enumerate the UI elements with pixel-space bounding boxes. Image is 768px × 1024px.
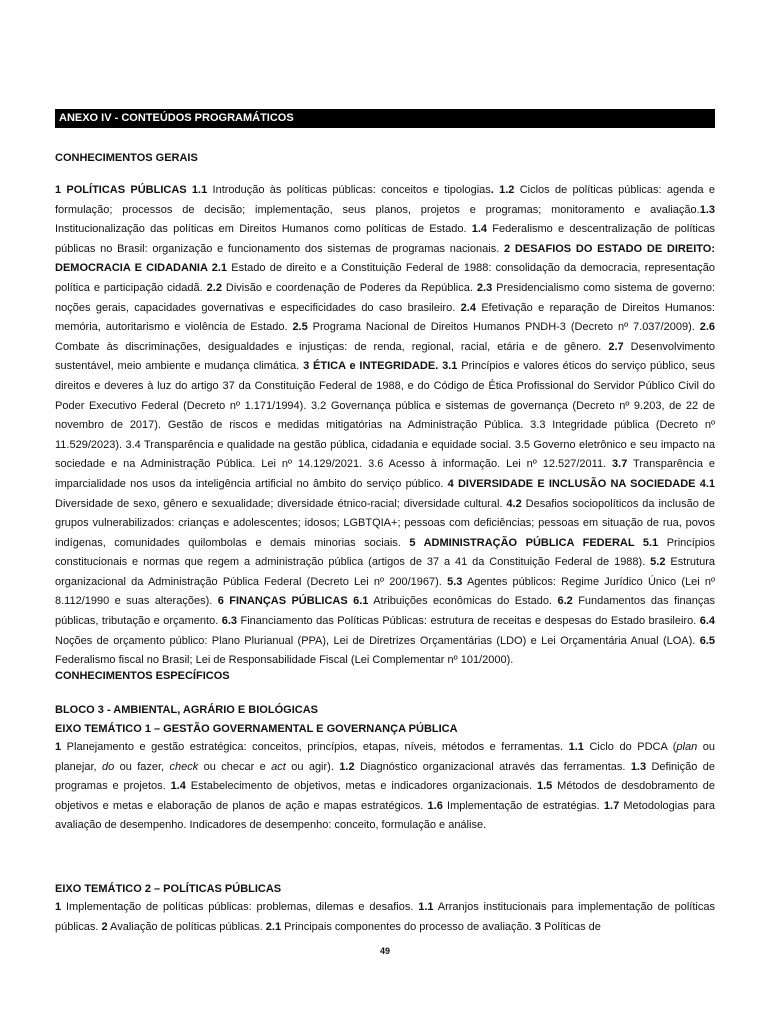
text-run: Planejamento e gestão estratégica: conceitos, princípios, etapas, níveis, métodos e ferramentas.	[61, 741, 569, 753]
text-run: Transparência e imparcialidade nos usos da inteligência artificial no âmbito do serviço público.	[55, 458, 715, 490]
italic-run: plan	[676, 741, 698, 753]
bold-run: 5 ADMINISTRAÇÃO PÚBLICA FEDERAL 5.1	[409, 536, 659, 549]
text-run: Desafios sociopolíticos da inclusão de grupos vulnerabilizados: crianças e adolescentes; idosos; LGBTQIA+; pessoas com deficiências; pessoas em situação de rua, povos indígenas, comunidades quilombolas e demais minorias sociais.	[55, 497, 715, 549]
bold-run: 4 DIVERSIDADE E INCLUSÃO NA SOCIEDADE 4.1	[447, 477, 715, 490]
text-run: Ciclo do PDCA (	[583, 741, 677, 753]
bold-run: 6.4	[699, 615, 715, 628]
bold-run: 1.1	[568, 741, 584, 753]
block-title: BLOCO 3 - AMBIENTAL, AGRÁRIO E BIOLÓGICAS	[55, 704, 318, 716]
italic-run: act	[271, 760, 286, 773]
bold-run: 1.4	[471, 223, 488, 236]
text-run: ou fazer,	[114, 760, 170, 773]
bold-run: 6.3	[221, 615, 238, 628]
italic-run: do	[101, 760, 115, 773]
bold-run: 1.6	[427, 799, 443, 812]
bold-run: 1.3	[630, 760, 647, 773]
text-run: Princípios constitucionais e normas que regem a administração pública (artigos de 37 a 41 da Constituição Federal de 1988).	[55, 536, 715, 569]
axis-2-paragraph	[55, 898, 715, 937]
bold-run: 2.4	[460, 301, 476, 314]
bold-run: . 1.2	[490, 184, 515, 196]
text-run: Atribuições econômicas do Estado.	[368, 595, 558, 608]
annex-title-bar: ANEXO IV - CONTEÚDOS PROGRAMÁTICOS	[55, 109, 715, 128]
bold-run: 1.3	[699, 203, 715, 216]
general-knowledge-paragraph	[55, 181, 715, 671]
text-run: Ciclos de políticas públicas: agenda e formulação; processos de decisão; implementação, seus planos, projetos e programas; monitoramento e avaliação.	[55, 184, 716, 216]
text-run: Combate às discriminações, desigualdades e injustiças: de renda, regional, racial, etária e de gênero.	[55, 340, 609, 353]
bold-run: 6 FINANÇAS PÚBLICAS 6.1	[217, 595, 369, 608]
text-run: Estabelecimento de objetivos, metas e indicadores organizacionais.	[185, 780, 537, 793]
text-run: Estado de direito e a Constituição Federal de 1988: consolidação da democracia, representação política e participação cidadã.	[55, 262, 715, 294]
text-run: Metodologias para avaliação de desempenho. Indicadores de desempenho: conceito, formulação e análise.	[55, 799, 716, 832]
bold-run: 6.5	[699, 634, 715, 647]
bold-run: 3 ÉTICA e INTEGRIDADE. 3.1	[303, 360, 458, 373]
text-run: Noções de orçamento público: Plano Plurianual (PPA), Lei de Diretrizes Orçamentárias (LDO) e Lei Orçamentária Anual (LOA).	[55, 634, 700, 647]
text-run: Implementação de estratégias.	[442, 799, 604, 812]
bold-run: 1.4	[170, 780, 186, 793]
text-run: Implementação de políticas públicas: problemas, dilemas e desafios.	[61, 901, 419, 913]
text-run: Avaliação de políticas públicas.	[107, 920, 266, 933]
bold-run: 2	[101, 920, 108, 933]
axis-2-title: EIXO TEMÁTICO 2 – POLÍTICAS PÚBLICAS	[55, 883, 282, 895]
general-knowledge-heading: CONHECIMENTOS GERAIS	[55, 152, 198, 164]
bold-run: 1	[55, 741, 62, 753]
bold-run: 3	[534, 920, 541, 933]
text-run: Federalismo fiscal no Brasil; Lei de Responsabilidade Fiscal (Lei Complementar nº 101/2000).	[55, 654, 514, 667]
bold-run: 2.5	[292, 321, 308, 334]
text-run: Diagnóstico organizacional através das ferramentas.	[354, 760, 631, 773]
text-run: ou planejar,	[55, 741, 716, 773]
text-run: Programa Nacional de Direitos Humanos PNDH-3 (Decreto nº 7.037/2009).	[307, 321, 700, 334]
bold-run: 6.2	[557, 595, 573, 608]
text-run: Estrutura organizacional da Administração Pública Federal (Decreto Lei nº 200/1967).	[55, 556, 715, 588]
bold-run: 1.7	[603, 799, 620, 812]
text-run: Arranjos institucionais para implementação de políticas públicas.	[55, 901, 715, 933]
bold-run: 2.1	[265, 920, 282, 933]
text-run: Políticas de	[540, 920, 601, 933]
bold-run: 5.2	[650, 556, 666, 569]
text-run: Agentes públicos: Regime Jurídico Único (Lei nº 8.112/1990 e suas alterações).	[55, 575, 715, 608]
text-run: Diversidade de sexo, gênero e sexualidade; diversidade étnico-racial; diversidade cultural.	[55, 497, 507, 510]
text-run: Princípios e valores éticos do serviço público, seus direitos e deveres à luz do artigo 37 da Constituição Federal de 1988, e do Código de Ética Profissional do Servidor Público Civil do Poder Executivo Federal (Decreto nº 1.171/1994). 3.2 Governança pública e sistemas de governança (Decreto nº 9.203, de 22 de novembro de 2017). Gestão de riscos e medidas mitigatórias na Administração Pública. 3.3 Integridade pública (Decreto nº 11.529/2023). 3.4 Transparência e qualidade na gestão pública, cidadania e equidade social. 3.5 Governo eletrônico e seu impacto na sociedade e na Administração Pública. Lei nº 14.129/2021. 3.6 Acesso à informação. Lei nº 12.527/2011.	[55, 360, 716, 471]
specific-knowledge-heading: CONHECIMENTOS ESPECÍFICOS	[55, 670, 230, 682]
text-run: Divisão e coordenação de Poderes da República.	[221, 281, 477, 294]
text-run: Federalismo e descentralização de políticas públicas no Brasil: organização e funcionamento dos sistemas de programas nacionais.	[55, 223, 715, 255]
bold-run: 2.7	[608, 340, 624, 353]
text-run: Introdução às políticas públicas: conceitos e tipologias	[207, 184, 491, 196]
bold-run: 2 DESAFIOS DO ESTADO DE DIREITO: DEMOCRACIA E CIDADANIA 2.1	[55, 242, 715, 275]
text-run: Desenvolvimento sustentável, meio ambiente e mudança climática.	[55, 340, 715, 373]
text-run: Principais componentes do processo de avaliação.	[281, 920, 535, 933]
bold-run: 5.3	[447, 575, 463, 588]
bold-run: 2.3	[476, 281, 493, 294]
bold-run: 1.2	[339, 760, 355, 773]
axis-1-title: EIXO TEMÁTICO 1 – GESTÃO GOVERNAMENTAL E GOVERNANÇA PÚBLICA	[55, 723, 458, 735]
bold-run: 1.5	[536, 780, 553, 793]
text-run: Definição de programas e projetos.	[55, 760, 715, 793]
text-run: Efetivação e reparação de Direitos Humanos: memória, autoritarismo e violência de Estado.	[55, 301, 715, 334]
bold-run: 1.1	[418, 901, 434, 913]
text-run: Métodos de desdobramento de objetivos e metas e elaboração de planos de ação e mapas estratégicos.	[55, 780, 715, 812]
bold-run: 2.6	[699, 321, 716, 334]
text-run: Fundamentos das finanças públicas, tributação e orçamento.	[55, 595, 715, 628]
page-number: 49	[379, 946, 390, 956]
text-run: Presidencialismo como sistema de governo: noções gerais, capacidades governativas e especificidades do caso brasileiro.	[55, 281, 716, 314]
bold-run: 2.2	[206, 281, 222, 294]
italic-run: check	[169, 760, 199, 773]
text-run: ou checar e	[198, 760, 272, 773]
text-run: ou agir).	[285, 760, 340, 773]
bold-run: 1 POLÍTICAS PÚBLICAS 1.1	[55, 184, 208, 196]
text-run: Institucionalização das políticas em Direitos Humanos como políticas de Estado.	[55, 223, 472, 236]
text-run: Financiamento das Políticas Públicas: estrutura de receitas e despesas do Estado brasileiro.	[237, 615, 700, 628]
bold-run: 4.2	[506, 497, 522, 510]
bold-run: 1	[55, 901, 62, 913]
bold-run: 3.7	[612, 458, 628, 471]
axis-1-paragraph	[55, 738, 715, 836]
